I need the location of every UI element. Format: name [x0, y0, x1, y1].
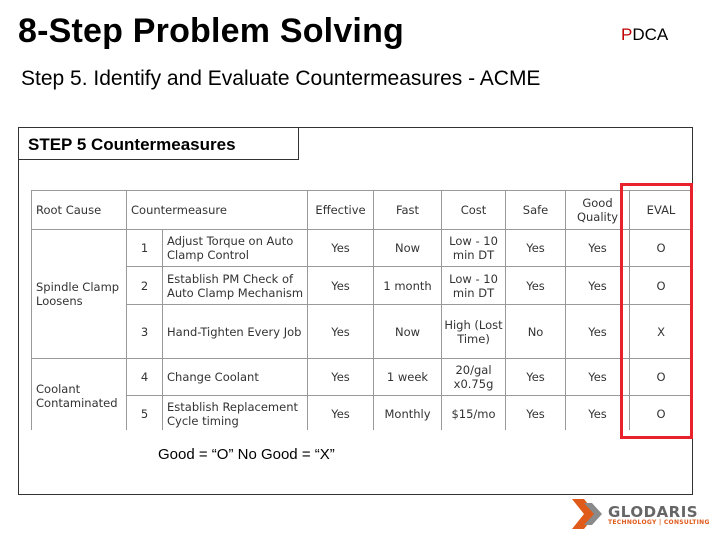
pdca-p-letter: P — [621, 25, 633, 44]
cost-cell: Low - 10 min DT — [442, 230, 506, 267]
effective-cell: Yes — [308, 305, 374, 359]
countermeasure-cell: Hand-Tighten Every Job — [163, 305, 308, 359]
logo-tagline: TECHNOLOGY | CONSULTING — [608, 519, 710, 526]
header-good-quality: Good Quality — [566, 191, 630, 230]
row-number: 5 — [127, 396, 163, 431]
header-root-cause: Root Cause — [32, 191, 127, 230]
safe-cell: Yes — [506, 396, 566, 431]
pdca-rest-letters: DCA — [632, 25, 669, 44]
root-cause-cell: Spindle Clamp Loosens — [32, 230, 127, 359]
table-row — [32, 230, 693, 267]
row-number: 4 — [127, 359, 163, 396]
table-row — [32, 359, 693, 396]
safe-cell: Yes — [506, 359, 566, 396]
step-label: STEP 5 Countermeasures — [18, 127, 299, 160]
table-row — [32, 305, 693, 359]
header-cost: Cost — [442, 191, 506, 230]
quality-cell: Yes — [566, 267, 630, 305]
cost-cell: $15/mo — [442, 396, 506, 431]
row-number: 1 — [127, 230, 163, 267]
row-number: 3 — [127, 305, 163, 359]
countermeasure-table — [31, 190, 692, 430]
page-subtitle: Step 5. Identify and Evaluate Countermeasures - ACME — [21, 67, 541, 90]
logo-name: GLODARIS — [608, 503, 699, 521]
table-header-row — [32, 191, 693, 230]
cost-cell: 20/gal x0.75g — [442, 359, 506, 396]
eval-cell: O — [630, 267, 692, 305]
header-eval: EVAL — [630, 191, 692, 230]
root-cause-cell: Coolant Contaminated — [32, 359, 127, 431]
fast-cell: Now — [374, 305, 442, 359]
cost-cell: Low - 10 min DT — [442, 267, 506, 305]
safe-cell: Yes — [506, 230, 566, 267]
eval-legend: Good = “O” No Good = “X” — [158, 446, 335, 463]
cost-cell: High (Lost Time) — [442, 305, 506, 359]
header-effective: Effective — [308, 191, 374, 230]
countermeasure-cell: Change Coolant — [163, 359, 308, 396]
eval-cell: O — [630, 230, 692, 267]
quality-cell: Yes — [566, 359, 630, 396]
eval-cell: O — [630, 396, 692, 431]
fast-cell: 1 week — [374, 359, 442, 396]
countermeasure-cell: Adjust Torque on Auto Clamp Control — [163, 230, 308, 267]
countermeasure-table-wrap — [31, 190, 692, 430]
effective-cell: Yes — [308, 396, 374, 431]
quality-cell: Yes — [566, 230, 630, 267]
countermeasure-cell: Establish Replacement Cycle timing — [163, 396, 308, 431]
safe-cell: No — [506, 305, 566, 359]
table-row — [32, 396, 693, 431]
countermeasure-cell: Establish PM Check of Auto Clamp Mechanism — [163, 267, 308, 305]
safe-cell: Yes — [506, 267, 566, 305]
fast-cell: 1 month — [374, 267, 442, 305]
effective-cell: Yes — [308, 359, 374, 396]
fast-cell: Monthly — [374, 396, 442, 431]
quality-cell: Yes — [566, 305, 630, 359]
fast-cell: Now — [374, 230, 442, 267]
header-countermeasure: Countermeasure — [127, 191, 308, 230]
quality-cell: Yes — [566, 396, 630, 431]
page-title: 8-Step Problem Solving — [18, 12, 405, 50]
header-fast: Fast — [374, 191, 442, 230]
effective-cell: Yes — [308, 230, 374, 267]
table-row — [32, 267, 693, 305]
eval-cell: X — [630, 305, 692, 359]
pdca-label — [621, 25, 668, 45]
eval-cell: O — [630, 359, 692, 396]
row-number: 2 — [127, 267, 163, 305]
header-safe: Safe — [506, 191, 566, 230]
effective-cell: Yes — [308, 267, 374, 305]
eval-column-highlight — [620, 183, 693, 439]
